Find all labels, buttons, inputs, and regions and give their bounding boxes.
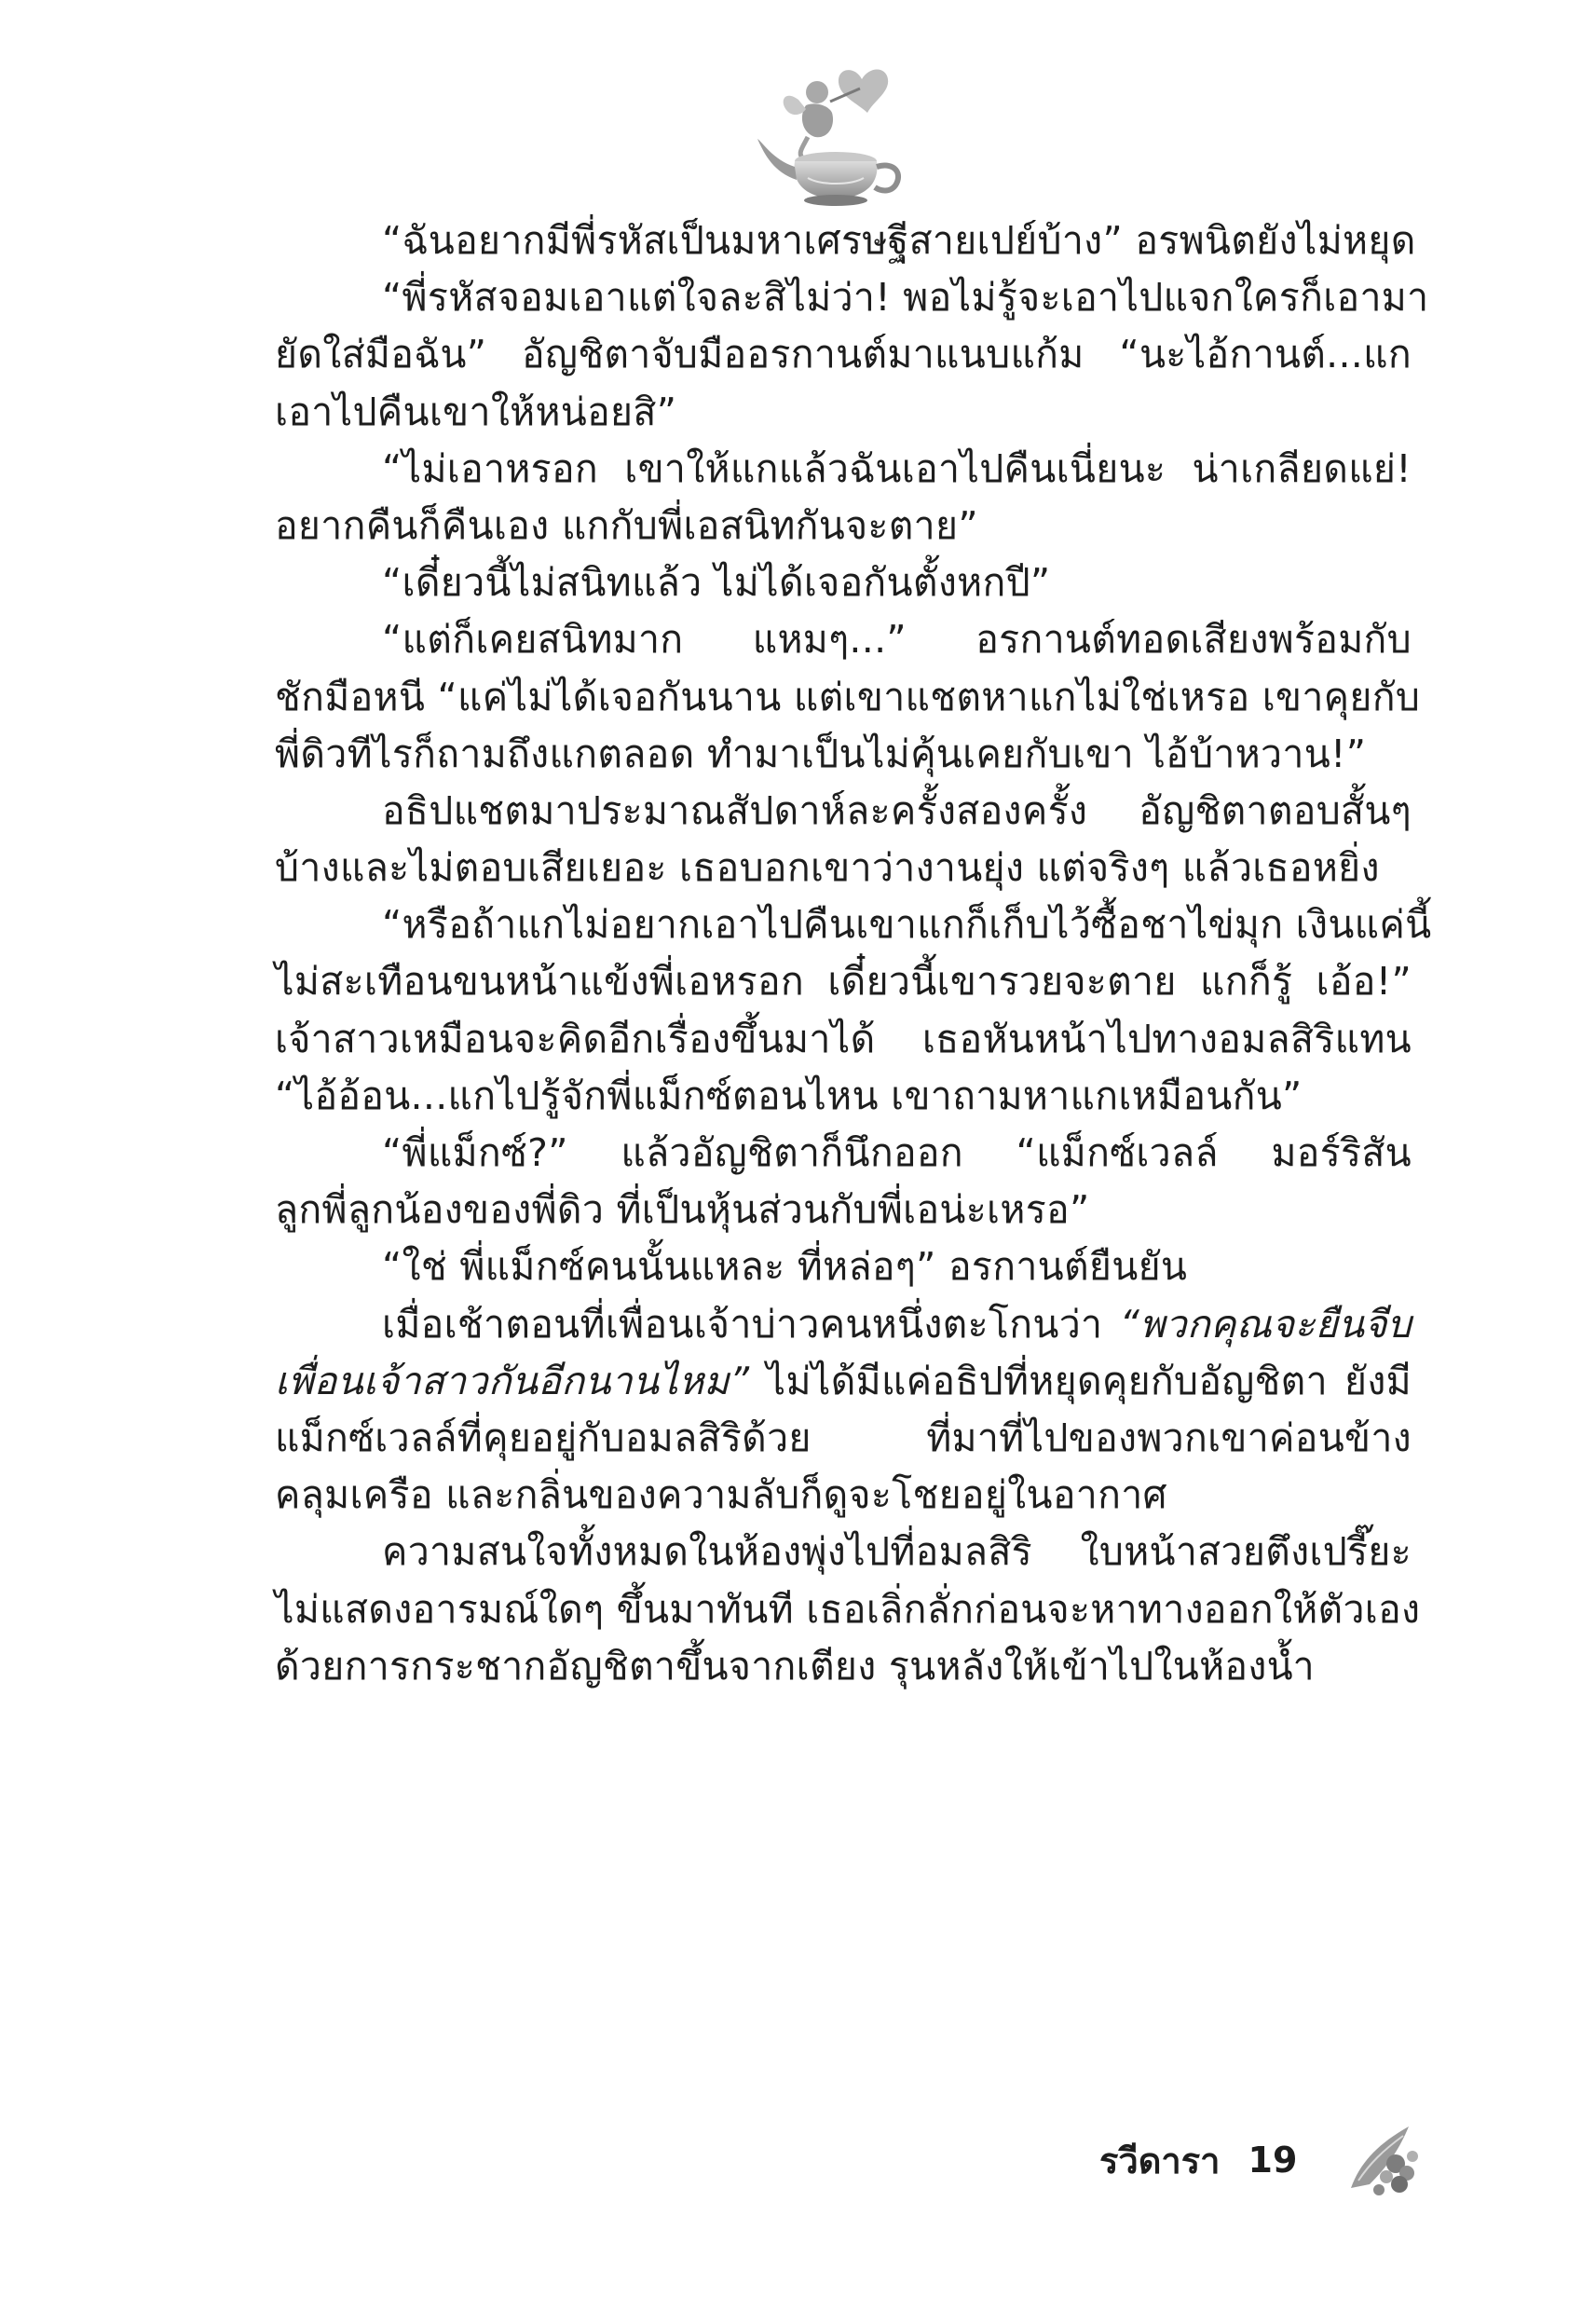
italic-text: เพื่อนเจ้าสาวกันอีกนานไหม” [275,1358,750,1403]
cupid-teapot-icon [750,51,918,214]
text-line [275,896,1432,953]
running-title: รวีดารา [1099,2140,1221,2181]
text-line [275,953,1412,1010]
text-line [275,669,1421,726]
text-line [275,212,1416,269]
text-line [275,441,1412,498]
italic-text: “พวกคุณจะยืนจีบ [1119,1301,1412,1347]
text-line [275,783,1412,840]
text-line [275,1581,1421,1638]
text-line [275,1296,1412,1353]
line-text: แม็กซ์เวลล์ที่คุยอยู่กับอมลสิริด้วย ที่มาที่ไปของพวกเขาค่อนข้าง [275,1415,1412,1460]
line-text: บ้างและไม่ตอบเสียเยอะ เธอบอกเขาว่างานยุ่ง แต่จริงๆ แล้วเธอหยิ่ง [275,845,1380,891]
line-text: “ไอ้อ้อน...แกไปรู้จักพี่แม็กซ์ตอนไหน เขาถามหาแกเหมือนกัน” [275,1073,1303,1118]
feather-flower-icon [1342,2115,1425,2204]
line-text: เมื่อเช้าตอนที่เพื่อนเจ้าบ่าวคนหนึ่งตะโกนว่า [382,1301,1103,1347]
line-text: ความสนใจทั้งหมดในห้องพุ่งไปที่อมลสิริ ใบหน้าสวยตึงเปรี๊ยะ [382,1529,1412,1575]
text-line [275,726,1412,783]
page-footer [1099,2127,1297,2193]
text-line [275,1068,1412,1125]
text-line [275,611,1412,668]
line-text: “แต่ก็เคยสนิทมาก แหมๆ...” อรกานต์ทอดเสียงพร้อมกับ [382,617,1412,663]
line-text: “ใช่ พี่แม็กซ์คนนั้นแหละ ที่หล่อๆ” อรกานต์ยืนยัน [382,1244,1188,1290]
line-text: ไม่แสดงอารมณ์ใดๆ ขึ้นมาทันที เธอเลิ่กลั่กก่อนจะหาทางออกให้ตัวเอง [275,1586,1421,1632]
text-line [275,1524,1412,1580]
line-text: “ฉันอยากมีพี่รหัสเป็นมหาเศรษฐีสายเปย์บ้าง” อรพนิตยังไม่หยุด [382,218,1416,263]
text-line [275,326,1412,383]
line-text: เอาไปคืนเขาให้หน่อยสิ” [275,389,677,434]
line-text: ชักมือหนี “แค่ไม่ได้เจอกันนาน แต่เขาแชตหาแกไม่ใช่เหรอ เขาคุยกับ [275,674,1421,719]
line-text: พี่ดิวทีไรก็ถามถึงแกตลอด ทำมาเป็นไม่คุ้นเคยกับเขา ไอ้บ้าหวาน!” [275,731,1367,776]
text-line [275,1410,1412,1467]
text-line [275,384,1412,441]
line-text: ไม่ได้มีแค่อธิปที่หยุดคุยกับอัญชิตา ยังมี [749,1358,1412,1403]
line-text: เจ้าสาวเหมือนจะคิดอีกเรื่องขึ้นมาได้ เธอหันหน้าไปทางอมลสิริแทน [275,1016,1412,1061]
text-line [275,1125,1412,1182]
text-line [275,498,1412,554]
body-text [275,212,1432,1695]
text-line [275,1467,1412,1524]
text-line [275,1353,1412,1410]
line-text: อยากคืนก็คืนเอง แกกับพี่เอสนิทกันจะตาย” [275,502,978,548]
text-line [275,1638,1412,1695]
text-line [275,554,1412,611]
line-text: “เดี๋ยวนี้ไม่สนิทแล้ว ไม่ได้เจอกันตั้งหกปี” [382,560,1051,606]
line-text: คลุมเครือ และกลิ่นของความลับก็ดูจะโชยอยู่ในอากาศ [275,1472,1167,1518]
line-text: “พี่แม็กซ์?” แล้วอัญชิตาก็นึกออก “แม็กซ์เวลล์ มอร์ริสัน [382,1130,1412,1175]
line-text: ไม่สะเทือนขนหน้าแข้งพี่เอหรอก เดี๋ยวนี้เขารวยจะตาย แกก็รู้ เอ้อ!” [275,959,1412,1005]
line-text: “หรือถ้าแกไม่อยากเอาไปคืนเขาแกก็เก็บไว้ซื้อชาไข่มุก เงินแค่นี้ [382,902,1432,948]
text-line [275,1238,1412,1295]
line-text: “พี่รหัสจอมเอาแต่ใจละสิไม่ว่า! พอไม่รู้จะเอาไปแจกใครก็เอามา [382,275,1429,321]
text-line [275,840,1412,896]
line-text: “ไม่เอาหรอก เขาให้แกแล้วฉันเอาไปคืนเนี่ยนะ น่าเกลียดแย่! [382,445,1412,491]
line-text: ยัดใส่มือฉัน” อัญชิตาจับมืออรกานต์มาแนบแก้ม “นะไอ้กานต์...แก [275,332,1412,377]
line-text: ลูกพี่ลูกน้องของพี่ดิว ที่เป็นหุ้นส่วนกับพี่เอน่ะเหรอ” [275,1187,1090,1233]
text-line [275,269,1429,326]
page-number: 19 [1248,2140,1298,2181]
line-text: ด้วยการกระชากอัญชิตาขึ้นจากเตียง รุนหลังให้เข้าไปในห้องน้ำ [275,1643,1315,1689]
text-line [275,1011,1412,1068]
text-line [275,1182,1412,1238]
line-text: อธิปแชตมาประมาณสัปดาห์ละครั้งสองครั้ง อัญชิตาตอบสั้นๆ [382,787,1412,833]
